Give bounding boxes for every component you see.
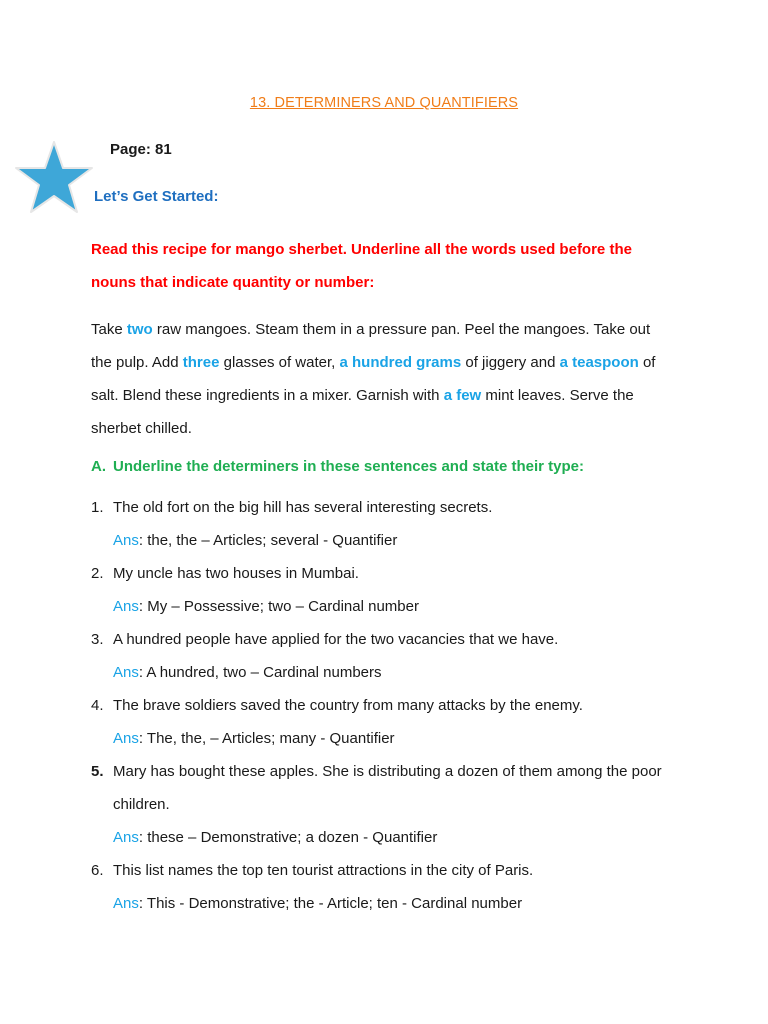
item-number: 4.: [91, 697, 104, 714]
ans-label: Ans: [113, 532, 139, 549]
list-item: [91, 854, 691, 920]
ans-label: Ans: [113, 730, 139, 747]
section-heading: Let’s Get Started:: [94, 188, 219, 205]
recipe-paragraph: [91, 313, 671, 445]
exercise-list: [91, 491, 691, 920]
item-answer: [91, 590, 691, 623]
recipe-text: glasses of water,: [219, 354, 340, 371]
ans-label: Ans: [113, 895, 139, 912]
recipe-text: raw mangoes. Steam them in a pressure pan. Peel the mangoes. Take out the pulp. Add: [91, 321, 651, 371]
item-answer: [91, 887, 691, 920]
item-sentence: A hundred people have applied for the two vacancies that we have.: [113, 631, 559, 648]
exercise-letter: A.: [91, 458, 106, 475]
answer-text: : My – Possessive; two – Cardinal number: [138, 598, 419, 615]
answer-text: : This - Demonstrative; the - Article; ten - Cardinal number: [138, 895, 523, 912]
answer-text: : A hundred, two – Cardinal numbers: [138, 664, 382, 681]
answer-text: : the, the – Articles; several - Quantifier: [138, 532, 398, 549]
recipe-highlight: a teaspoon: [559, 354, 639, 371]
instruction-text: Read this recipe for mango sherbet. Underline all the words used before the nouns that indicate quantity or number:: [91, 241, 632, 291]
answer-text: : these – Demonstrative; a dozen - Quantifier: [138, 829, 438, 846]
item-sentence: The old fort on the big hill has several interesting secrets.: [113, 499, 493, 516]
ans-label: Ans: [113, 664, 139, 681]
recipe-text: of salt. Blend these ingredients in a mixer. Garnish with: [91, 354, 656, 404]
star-icon: [14, 140, 94, 216]
item-number: 2.: [91, 565, 104, 582]
page-number: Page: 81: [110, 141, 172, 158]
recipe-highlight: a hundred grams: [339, 354, 462, 371]
answer-text: : The, the, – Articles; many - Quantifier: [138, 730, 395, 747]
recipe-text: mint leaves. Serve the sherbet chilled.: [91, 387, 634, 437]
item-answer: [91, 656, 691, 689]
item-answer: [91, 722, 691, 755]
recipe-text: of jiggery and: [461, 354, 560, 371]
recipe-highlight: three: [182, 354, 220, 371]
item-answer: [91, 821, 691, 854]
item-number: 6.: [91, 862, 104, 879]
chapter-title: 13. DETERMINERS AND QUANTIFIERS: [249, 95, 519, 111]
item-sentence: This list names the top ten tourist attractions in the city of Paris.: [113, 862, 534, 879]
item-sentence: My uncle has two houses in Mumbai.: [113, 565, 359, 582]
item-sentence: The brave soldiers saved the country from many attacks by the enemy.: [113, 697, 583, 714]
recipe-highlight: a few: [443, 387, 482, 404]
list-item: [91, 557, 691, 623]
ans-label: Ans: [113, 598, 139, 615]
recipe-text: Take: [91, 321, 127, 338]
exercise-a-heading: [91, 458, 584, 475]
list-item: [91, 491, 691, 557]
item-number: 1.: [91, 499, 104, 516]
item-number: 3.: [91, 631, 104, 648]
item-number: 5.: [91, 763, 104, 780]
ans-label: Ans: [113, 829, 139, 846]
item-answer: [91, 524, 691, 557]
item-sentence: Mary has bought these apples. She is distributing a dozen of them among the poor children.: [113, 763, 662, 813]
recipe-highlight: two: [126, 321, 153, 338]
exercise-heading-text: Underline the determiners in these sentences and state their type:: [113, 458, 584, 475]
list-item: [91, 689, 691, 755]
list-item: [91, 755, 691, 854]
list-item: [91, 623, 691, 689]
